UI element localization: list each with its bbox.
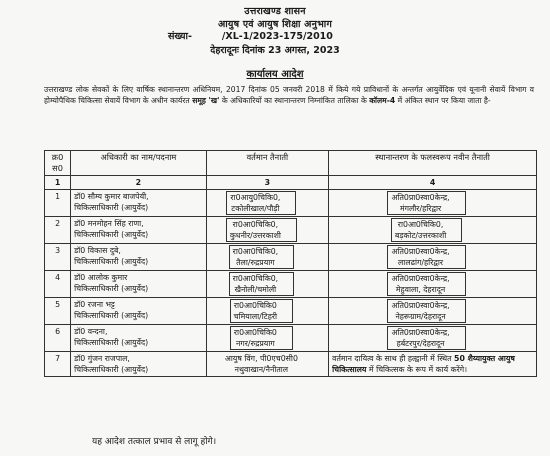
closing-line: यह आदेश तत्काल प्रभाव से लागू होगे। <box>92 437 217 447</box>
officer-designation: चिकित्साधिकारी (आयुर्वेद) <box>74 338 149 347</box>
row-officer <box>71 244 207 271</box>
row-current-posting <box>206 298 328 325</box>
table-row <box>45 271 537 298</box>
new-posting-line: अति0प्रा0स्वा0केन्द्र, <box>391 274 450 283</box>
header-current: वर्तमान तैनाती <box>206 151 328 176</box>
new-posting-line: अति0प्रा0स्वा0केन्द्र, <box>391 193 450 202</box>
govt-heading: उत्तराखण्ड शासन <box>244 6 306 17</box>
officer-name: डॉ0 आलोक कुमार <box>74 273 128 282</box>
officer-name: डॉ0 मनमोहन सिंह राणा, <box>74 219 144 228</box>
row-officer <box>71 325 207 352</box>
officer-name: डॉ0 रजना भट्ट <box>74 300 115 309</box>
row-officer <box>71 352 207 377</box>
row-current-posting <box>206 325 328 352</box>
row-officer <box>71 217 207 244</box>
row-sn: 7 <box>45 352 71 377</box>
officer-name: डॉ0 गुंजन राजपाल, <box>74 354 130 363</box>
new-posting-place: मेहुवाला, देहरादून <box>395 285 446 294</box>
table-header-row <box>45 151 537 176</box>
officer-name: डॉ0 सौम्य कुमार बाजपेयी, <box>74 192 149 201</box>
department-heading: आयुष एवं आयुष शिक्षा अनुभाग <box>218 19 332 30</box>
current-posting-place: खैनोली/चमोली <box>234 285 277 294</box>
row-officer <box>71 190 207 217</box>
current-posting-box <box>230 326 293 350</box>
paragraph-text-3: में अंकित स्थान पर किया जाता है- <box>397 96 491 106</box>
column-number-row <box>45 176 537 190</box>
officer-designation: चिकित्साधिकारी (आयुर्वेद) <box>74 284 149 293</box>
new-posting-box <box>387 299 465 323</box>
header-new: स्थानान्तरण के फलस्वरूप नवीन तैनाती <box>329 151 537 176</box>
officer-designation: चिकित्साधिकारी (आयुर्वेद) <box>74 311 149 320</box>
officer-designation: चिकित्साधिकारी (आयुर्वेद) <box>74 230 149 239</box>
col-num-2: 2 <box>71 176 207 190</box>
new-posting-box <box>387 191 465 215</box>
row-current-posting <box>206 190 328 217</box>
row-sn: 6 <box>45 325 71 352</box>
table-row <box>45 217 537 244</box>
col-num-3: 3 <box>206 176 328 190</box>
row-officer <box>71 271 207 298</box>
paragraph-text-2: के अधिकारियों का स्थानान्तरण निम्नांकित तालिका के <box>221 96 367 106</box>
current-posting-line: आयुष विंग, पी0एच0सी0 <box>224 354 298 363</box>
table-row <box>45 190 537 217</box>
current-posting-box <box>230 299 293 323</box>
row-sn: 4 <box>45 271 71 298</box>
current-posting-place: कुधनीर/उत्तरकाशी <box>229 231 281 240</box>
current-posting-line: रा0आ0चिकि0 <box>233 301 277 310</box>
row-sn: 2 <box>45 217 71 244</box>
new-posting-line: अति0प्रा0स्वा0केन्द्र, <box>391 328 450 337</box>
officer-name: डॉ0 विकास दुबे, <box>74 246 121 255</box>
order-paragraph <box>44 84 534 106</box>
current-posting-line: रा0आ0चिकि0, <box>232 220 279 229</box>
new-posting-text-2: में चिकित्सक के रूप में कार्य करेंगे। <box>368 365 468 374</box>
reference-number <box>168 29 333 42</box>
number-value: /XL-1/2023-175/2010 <box>221 31 333 42</box>
new-posting-box <box>387 272 465 296</box>
row-current-posting <box>206 352 328 377</box>
current-posting-box <box>226 191 296 215</box>
row-current-posting <box>206 271 328 298</box>
current-posting-box <box>229 272 295 296</box>
row-sn: 3 <box>45 244 71 271</box>
row-new-posting <box>329 217 537 244</box>
new-posting-hospital: 50 शैय्यायुक्त आयुष चिकित्सालय <box>332 354 515 374</box>
new-posting-place: हर्बटरपुर/देहरादून <box>396 339 445 348</box>
current-posting-line: रा0आ0चिकि0, <box>232 274 279 283</box>
column-ref: कॉलम-4 <box>369 96 396 106</box>
paragraph-text: उत्तराखण्ड लोक सेवकों के लिए वार्षिक स्थानान्तरण अधिनियम, 2017 दिनांक 05 जनवरी 2018 में किये गये प्राविधानों के अन्तर्गत आयुर्वेदिक एवं यूनानी सेवायें विभाग व होम्योपैथिक चिकित्सा सेवायें विभाग के अधीन कार्यरत <box>44 85 534 106</box>
table-row <box>45 352 537 377</box>
row-new-posting <box>329 190 537 217</box>
table-row <box>45 244 537 271</box>
current-posting-place: तैला/रुद्रप्रयाग <box>236 258 275 267</box>
table-row <box>45 298 537 325</box>
new-posting-place: मंगलौर/हरिद्वार <box>399 204 442 213</box>
group-label: समूह 'ख' <box>192 96 220 106</box>
row-sn: 1 <box>45 190 71 217</box>
officer-designation: चिकित्साधिकारी (आयुर्वेद) <box>74 365 149 374</box>
new-posting-box <box>387 245 465 269</box>
row-current-posting <box>206 244 328 271</box>
col-num-1: 1 <box>45 176 71 190</box>
table-row <box>45 325 537 352</box>
transfer-table <box>44 150 537 377</box>
current-posting-box <box>226 218 297 242</box>
order-title: कार्यालय आदेश <box>246 69 304 80</box>
current-posting-line: रा0आ0चिकि0 <box>233 328 277 337</box>
new-posting-place: बड़कोट/उत्तरकाशी <box>394 231 447 240</box>
row-officer <box>71 298 207 325</box>
officer-designation: चिकित्साधिकारी (आयुर्वेद) <box>74 257 149 266</box>
new-posting-line: रा0आ0चिकि0, <box>397 220 444 229</box>
current-posting-place: टकोलीखाल/पौड़ी <box>231 204 280 213</box>
officer-name: डॉ0 वन्दना, <box>74 327 108 336</box>
row-sn: 5 <box>45 298 71 325</box>
new-posting-text: वर्तमान दायित्व के साथ ही हल्द्वानी में स्थित <box>332 354 452 363</box>
new-posting-place: लालढांग/हरिद्वार <box>398 258 444 267</box>
header-sn: क्र0 स0 <box>45 151 71 176</box>
officer-designation: चिकित्साधिकारी (आयुर्वेद) <box>74 203 149 212</box>
row-new-posting <box>329 244 537 271</box>
new-posting-box <box>387 326 465 350</box>
row-new-posting <box>329 325 537 352</box>
new-posting-box <box>391 218 462 242</box>
current-posting-box <box>229 245 295 269</box>
order-date: देहरादूनः दिनांक 23 अगस्त, 2023 <box>210 45 340 56</box>
row-new-posting <box>329 352 537 377</box>
new-posting-line: अति0प्रा0स्वा0केन्द्र, <box>391 247 450 256</box>
current-posting-line: रा0आयु0चिकि0, <box>230 193 281 202</box>
header-name: अधिकारी का नाम/पदनाम <box>71 151 207 176</box>
new-posting-line: अति0प्रा0स्वा0केन्द्र, <box>391 301 450 310</box>
current-posting-place: चमियाला/टिहरी <box>233 312 278 321</box>
number-label: संख्या- <box>168 31 192 42</box>
col-num-4: 4 <box>329 176 537 190</box>
row-new-posting <box>329 298 537 325</box>
current-posting-place: नगर/रुद्रप्रयाग <box>236 339 275 348</box>
current-posting-line: रा0आ0चिकि0, <box>232 247 279 256</box>
new-posting-place: नेहरूग्राम/देहरादून <box>395 312 446 321</box>
row-new-posting <box>329 271 537 298</box>
current-posting-place: नथुवाखान/नैनीताल <box>234 365 289 374</box>
row-current-posting <box>206 217 328 244</box>
